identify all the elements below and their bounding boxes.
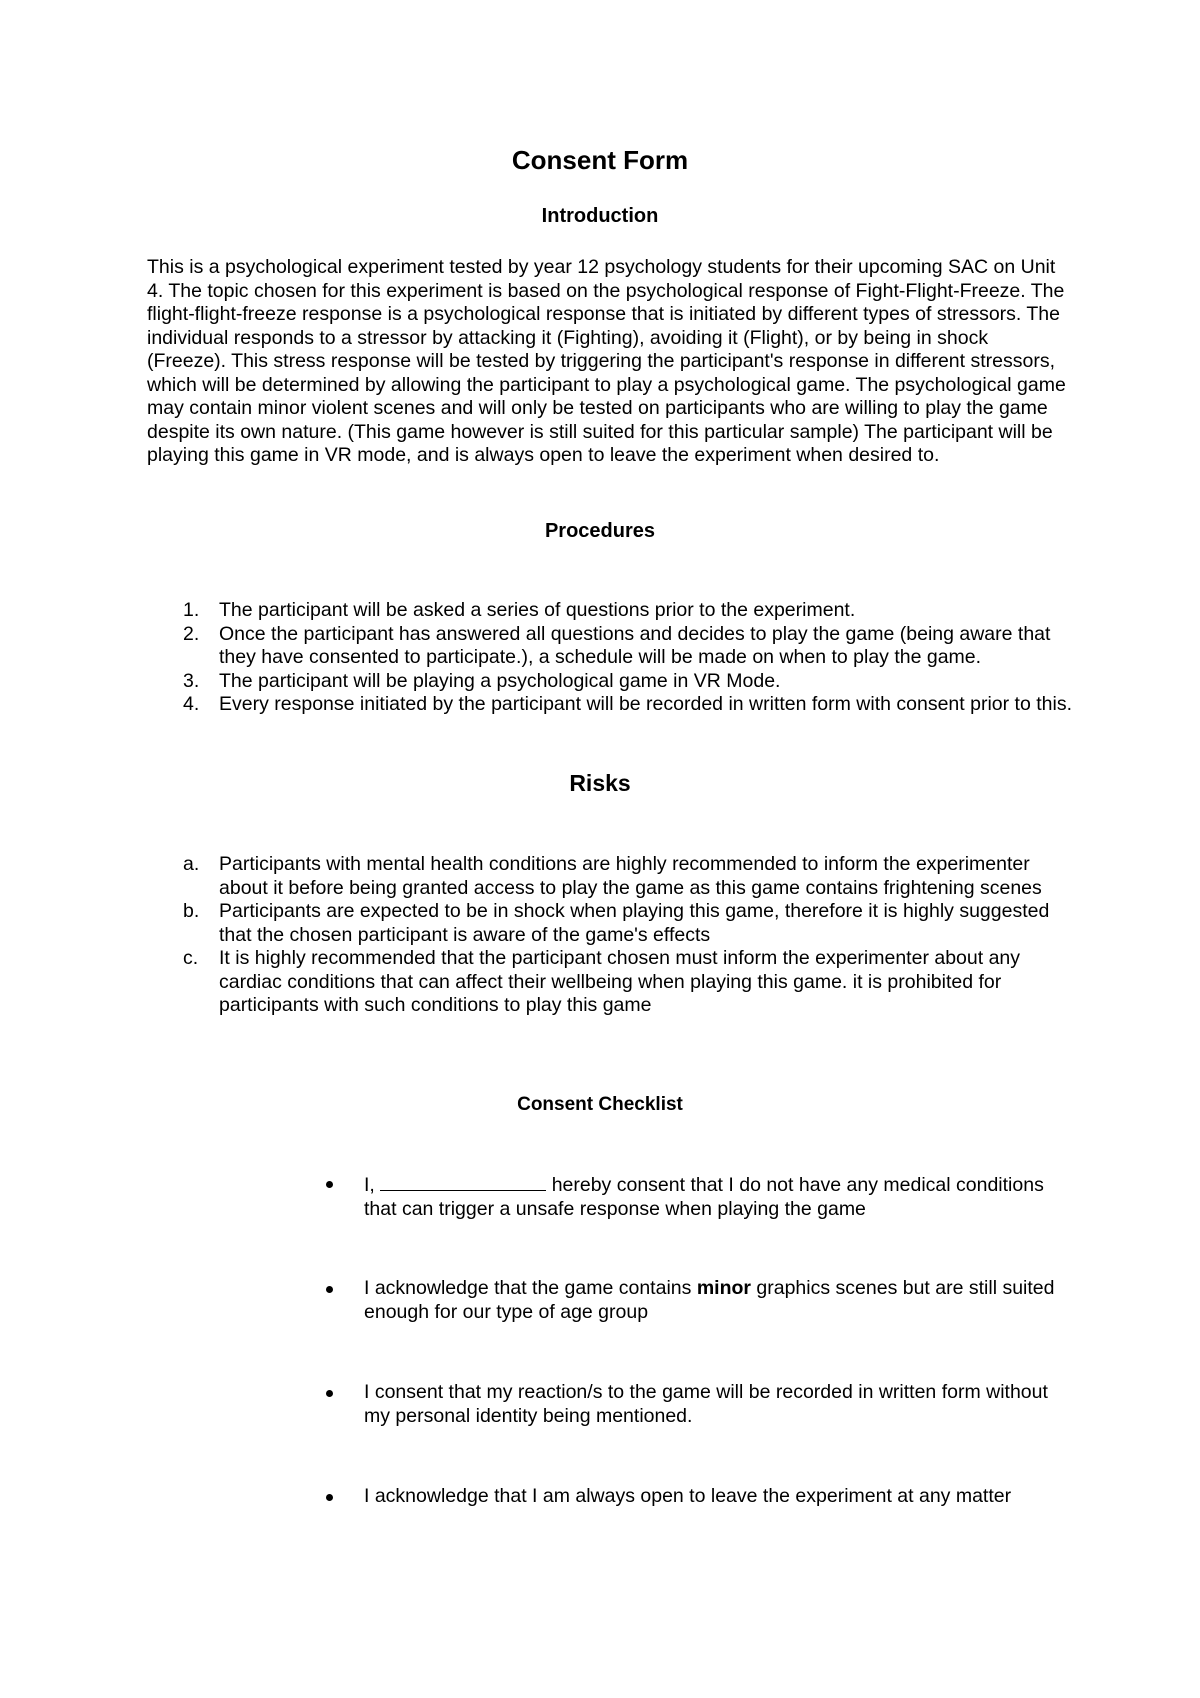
list-marker: a.: [183, 853, 200, 875]
list-marker: 2.: [183, 622, 200, 645]
bullet-icon: [326, 1390, 333, 1397]
list-item-text: The participant will be asked a series of questions prior to the experiment.: [219, 599, 856, 621]
checklist-item: [318, 1485, 1078, 1509]
list-item: [147, 599, 1072, 623]
emphasis-text: minor: [696, 1277, 751, 1299]
list-item-text: It is highly recommended that the participant chosen must inform the experimenter about any cardiac conditions that can affect their wellbeing when playing this game. it is prohibited for participants with such conditions to play this game: [219, 947, 1021, 1016]
list-item: [147, 853, 1072, 900]
list-item-text: Participants are expected to be in shock when playing this game, therefore it is highly suggested that the chosen participant is aware of the game's effects: [219, 900, 1050, 946]
list-item-text: Once the participant has answered all questions and decides to play the game (being aware that they have consented to participate.), a schedule will be made on when to play the game.: [219, 622, 1051, 668]
list-marker: 4.: [183, 693, 200, 715]
risks-list: [147, 853, 1072, 1018]
list-marker: c.: [183, 947, 199, 969]
list-item-text: Participants with mental health conditions are highly recommended to inform the experimenter about it before being granted access to play the game as this game contains frightening scenes: [219, 853, 1042, 899]
list-marker: 1.: [183, 599, 200, 621]
document-title: Consent Form: [511, 145, 689, 175]
checklist-item: [318, 1172, 1078, 1221]
checklist-item-prefix: I acknowledge that the game contains: [364, 1277, 692, 1299]
list-marker: 3.: [183, 669, 200, 692]
procedures-heading: Procedures: [544, 520, 656, 542]
bullet-icon: [326, 1181, 333, 1188]
list-marker: b.: [183, 900, 200, 922]
checklist-heading: Consent Checklist: [517, 1094, 683, 1115]
checklist-item-text: I consent that my reaction/s to the game will be recorded in written form without my personal identity being mentioned.: [364, 1381, 1048, 1427]
bullet-icon: [326, 1494, 333, 1501]
list-item: [147, 693, 1072, 717]
list-item: [147, 947, 1072, 1018]
list-item: [147, 623, 1072, 670]
list-item-text: Every response initiated by the participant will be recorded in written form with consent prior to this.: [219, 693, 1072, 715]
checklist-item-prefix: I,: [364, 1174, 375, 1196]
checklist-item-text: I acknowledge that I am always open to leave the experiment at any matter: [364, 1485, 1012, 1507]
list-item: [147, 670, 1072, 694]
procedures-list: [147, 599, 1072, 717]
introduction-heading: Introduction: [541, 205, 659, 227]
bullet-icon: [326, 1286, 333, 1293]
checklist-item: [318, 1277, 1078, 1324]
name-blank-field[interactable]: [380, 1172, 546, 1191]
introduction-paragraph: This is a psychological experiment tested by year 12 psychology students for their upcoming SAC on Unit 4. The topic chosen for this experiment is based on the psychological response of Fight-Flight-Freeze. The flight-flight-freeze response is a psychological response that is initiated by different types of stressors. The individual responds to a stressor by attacking it (Fighting), avoiding it (Flight), or by being in shock (Freeze). This stress response will be tested by triggering the participant's response in different stressors, which will be determined by allowing the participant to play a psychological game. The psychological game may contain minor violent scenes and will only be tested on participants who are willing to play the game despite its own nature. (This game however is still suited for this particular sample) The participant will be playing this game in VR mode, and is always open to leave the experiment when desired to.: [147, 256, 1066, 466]
list-item-text: The participant will be playing a psychological game in VR Mode.: [219, 669, 781, 692]
risks-heading: Risks: [569, 770, 631, 796]
checklist-item-text: hereby consent that I do not have any medical conditions that can trigger a unsafe response when playing the game: [364, 1174, 1044, 1220]
checklist-item-text: graphics scenes but are still suited enough for our type of age group: [364, 1277, 1055, 1323]
checklist-item: [318, 1381, 1078, 1428]
list-item: [147, 900, 1072, 947]
